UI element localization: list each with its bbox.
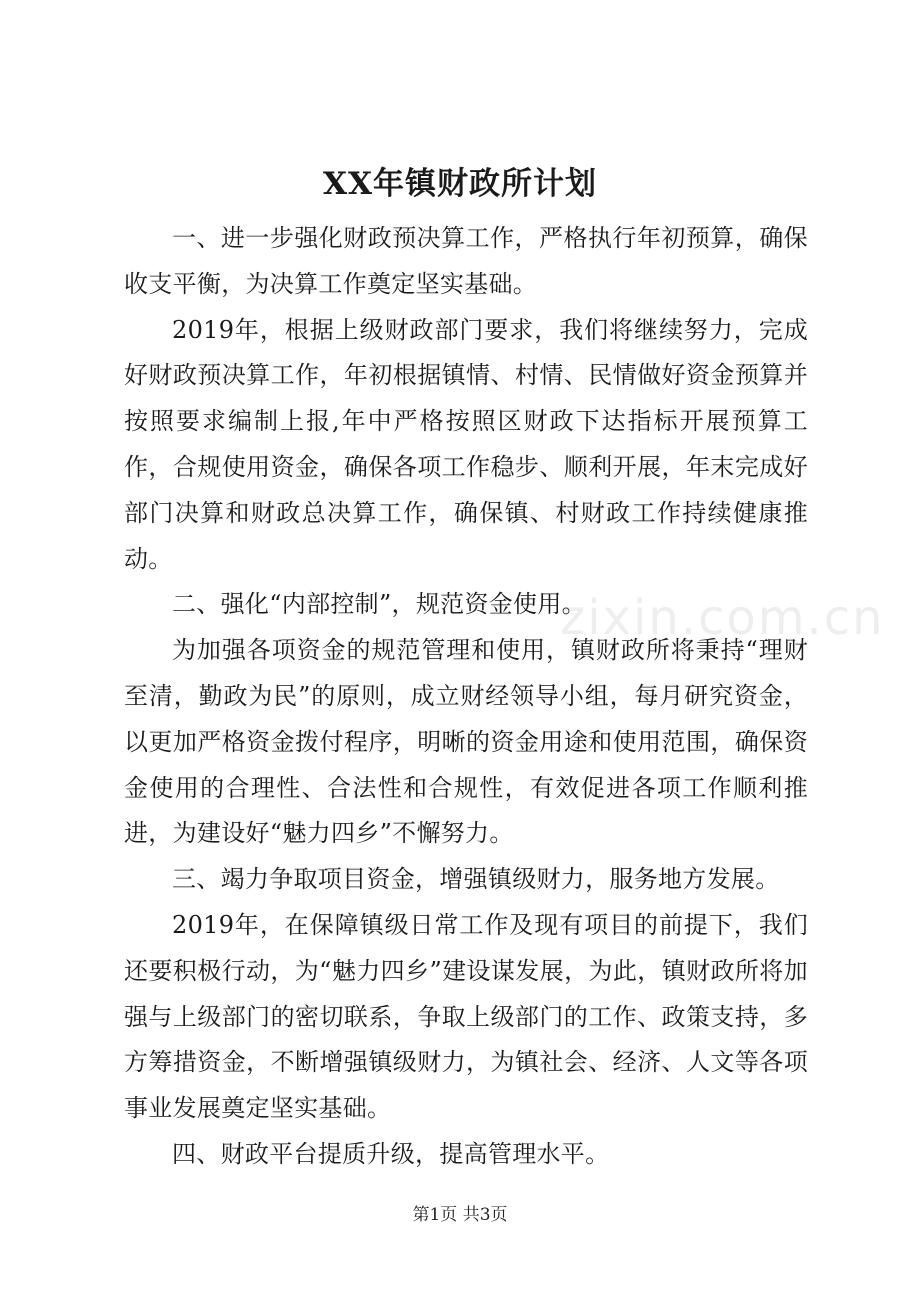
paragraph-section-3-heading: 三、竭力争取项目资金，增强镇级财力，服务地方发展。 — [172, 865, 780, 894]
paragraph-section-4-heading: 四、财政平台提质升级，提高管理水平。 — [172, 1139, 610, 1168]
document-body — [124, 216, 808, 1178]
watermark: zixin.com.cn — [560, 590, 885, 646]
paragraph-section-1-body: 2019年，根据上级财政部门要求，我们将继续努力，完成好财政预决算工作，年初根据镇情、村情、民情做好资金预算并按照要求编制上报,年中严格按照区财政下达指标开展预算工作，合规使用资金，确保各项工作稳步、顺利开展，年末完成好部门决算和财政总决算工作，确保镇、村财政工作持续健康推动。 — [124, 315, 808, 573]
page-footer: 第1页 共3页 — [412, 1205, 508, 1225]
paragraph-section-2-body: 为加强各项资金的规范管理和使用，镇财政所将秉持“理财至清，勤政为民”的原则，成立财经领导小组，每月研究资金，以更加严格资金拨付程序，明晰的资金用途和使用范围，确保资金使用的合理性、合法性和合规性，有效促进各项工作顺利推进，为建设好“魅力四乡”不懈努力。 — [124, 636, 808, 848]
document-title: XX年镇财政所计划 — [322, 166, 598, 202]
paragraph-section-2-heading: 二、强化“内部控制”，规范资金使用。 — [172, 590, 586, 619]
paragraph-section-3-body: 2019年，在保障镇级日常工作及现有项目的前提下，我们还要积极行动，为“魅力四乡”建设谋发展，为此，镇财政所将加强与上级部门的密切联系，争取上级部门的工作、政策支持，多方筹措资金，不断增强镇级财力，为镇社会、经济、人文等各项事业发展奠定坚实基础。 — [124, 910, 808, 1123]
paragraph-section-1-heading: 一、进一步强化财政预决算工作，严格执行年初预算，确保收支平衡，为决算工作奠定坚实基础。 — [124, 224, 808, 298]
